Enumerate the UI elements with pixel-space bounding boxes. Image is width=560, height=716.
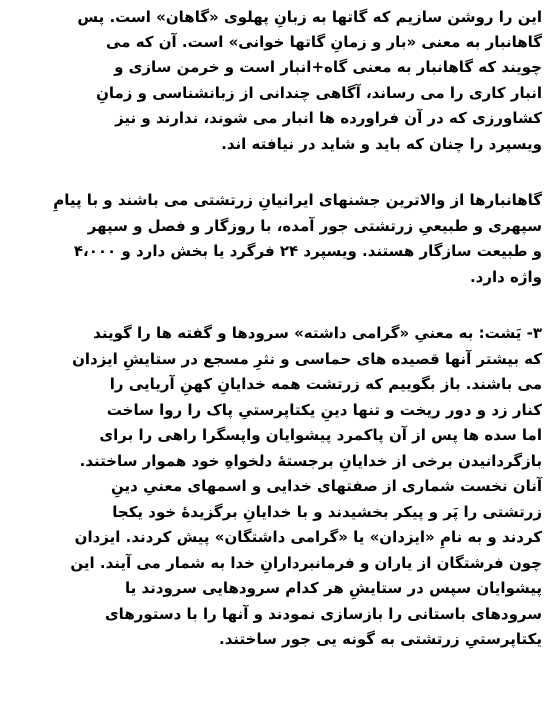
text-line: سرودهای باستانی را بازسازی نمودند و آنها را با دستورهای — [104, 605, 542, 623]
text-line: بازگردانیدن برخی از خدایانِ برجستهٔ دلخواهِ خود هموار ساختند. — [79, 452, 542, 470]
text-line: آنان نخست شماری از صفتهای خدایی و اسمهای معنیِ دینِ — [111, 477, 542, 495]
text-line: گاهانبار به معنی «بار و زمانِ گاتها خوانی» است. آن که می — [106, 33, 542, 51]
text-line: یکتاپرستیِ زرتشتی به گونه یی جور ساختند. — [219, 630, 542, 648]
text-line: و طبیعت سازگار هستند. ویسپرد ۲۴ فرگرد یا بخش دارد و ۴،۰۰۰ — [73, 242, 542, 260]
text-line: سپهری و طبیعیِ زرتشتی جور آمده، با روزگار و فصل و سپهر — [87, 217, 542, 235]
text-line: این را روشن سازیم که گاتها به زبانِ پهلوی «گاهان» است. پس — [77, 8, 542, 26]
text-line: واژه دارد. — [469, 268, 542, 286]
text-line: اما سده ها پس از آن پاکمرد پیشوایان وا‌پسگرا راهی را برای — [99, 426, 542, 444]
text-line: چویند که گاهانبار به معنی گاه+انبار است و خرمن سازی و — [114, 58, 542, 76]
text-line: کردند و به نامِ «ایزدان» یا «گرامی داشتگان» پیش کردند. ایزدان — [74, 528, 542, 546]
text-line: انبار کاری را می رساند، آگاهی چندانی از زبانشناسی و زمانِ — [96, 84, 542, 102]
text-line: ۳- یَشت: به معنیِ «گرامی داشته» سرودها و گفته ها را گویند — [93, 324, 542, 342]
text-line: که بیشتر آنها قصیده های حماسی و نثرِ مسجع در ستایشِ ایزدان — [72, 350, 542, 368]
text-line: ویسپرد را چنان که باید و شاید در نیافته اند. — [221, 135, 542, 153]
text-line: پیشوایان سپس در ستایشِ هر کدام سرودهایی سرودند یا — [124, 579, 542, 597]
text-line: زرتشتی را پَر و پیکر بخشیدند و با خدایانِ برگزیدهٔ خود یکجا — [112, 503, 542, 521]
text-line: کنار زد و دور ریخت و تنها دینِ یکتاپرستیِ پاک را روا ساخت — [106, 401, 542, 419]
text-line: کشاورزی که در آن فراورده ها انبار می شوند، ندارند و نیز — [115, 109, 542, 127]
text-line: چون فرشتگان از یاران و فرمانبردارانِ خدا به شمار می آیند. این — [70, 554, 542, 572]
text-line: می باشند. باز بگوییم که زرتشت همه خدایانِ کهنِ آریایی را — [109, 375, 542, 393]
text-line: گاهانبارها از والاترین جشنهای ایرانیانِ زرتشتی می باشند و با پیامِ — [53, 191, 542, 209]
